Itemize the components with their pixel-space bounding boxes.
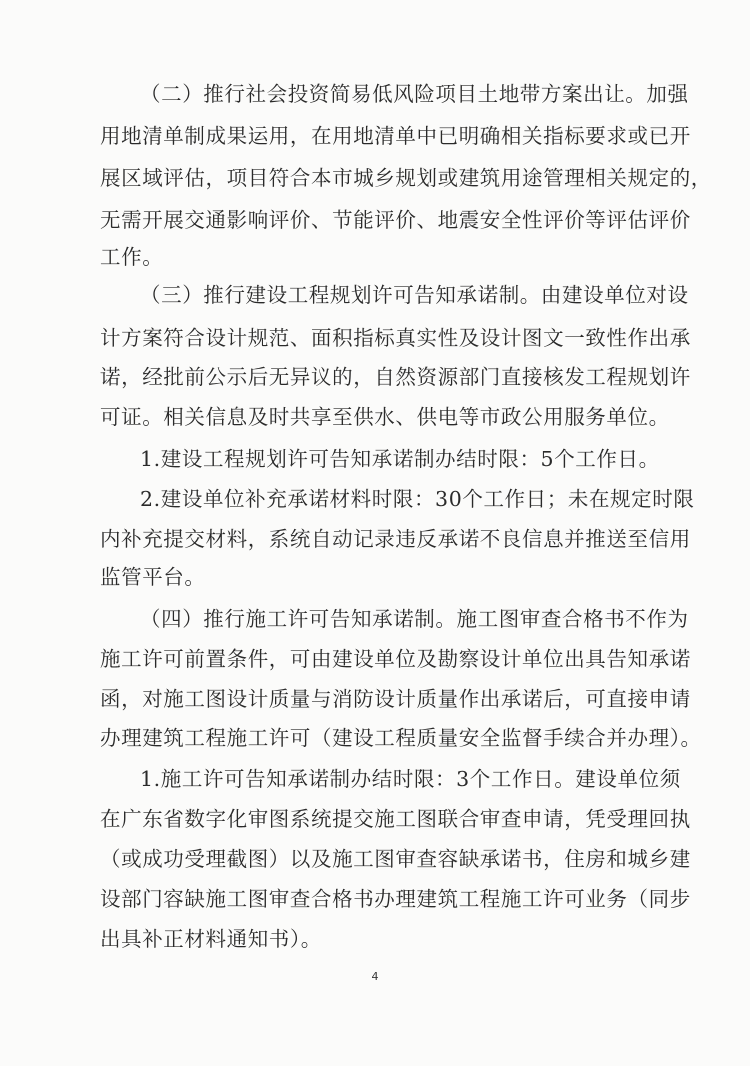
paragraph-1-line-1: （二）推行社会投资简易低风险项目土地带方案出让。加强 xyxy=(140,82,689,106)
paragraph-6-line-4: 设部门容缺施工图审查合格书办理建筑工程施工许可业务（同步 xyxy=(100,887,691,911)
paragraph-1-line-5: 工作。 xyxy=(100,245,164,269)
paragraph-5-line-4: 办理建筑工程施工许可（建设工程质量安全监督手续合并办理）。 xyxy=(100,726,702,750)
paragraph-5-line-2: 施工许可前置条件，可由建设单位及勘察设计单位出具告知承诺 xyxy=(100,647,691,671)
paragraph-1-line-2: 用地清单制成果运用，在用地清单中已明确相关指标要求或已开 xyxy=(100,124,691,148)
paragraph-4-line-3: 监管平台。 xyxy=(100,565,206,589)
page-number: 4 xyxy=(371,970,379,983)
paragraph-2-line-1: （三）推行建设工程规划许可告知承诺制。由建设单位对设 xyxy=(140,283,689,307)
paragraph-4-line-2: 内补充提交材料，系统自动记录违反承诺不良信息并推送至信用 xyxy=(100,527,691,551)
paragraph-2-line-4: 可证。相关信息及时共享至供水、供电等市政公用服务单位。 xyxy=(100,405,670,429)
paragraph-6-line-3: （或成功受理截图）以及施工图审查容缺承诺书，住房和城乡建 xyxy=(100,847,691,871)
paragraph-5-line-1: （四）推行施工许可告知承诺制。施工图审查合格书不作为 xyxy=(140,607,689,631)
paragraph-6-line-2: 在广东省数字化审图系统提交施工图联合审查申请，凭受理回执 xyxy=(100,807,691,831)
paragraph-1-line-3: 展区域评估，项目符合本市城乡规划或建筑用途管理相关规定的， xyxy=(100,166,712,190)
paragraph-1-line-4: 无需开展交通影响评价、节能评价、地震安全性评价等评估评价 xyxy=(100,208,691,232)
paragraph-6-line-1: 1.施工许可告知承诺制办结时限：3个工作日。建设单位须 xyxy=(140,767,681,791)
paragraph-5-line-3: 函，对施工图设计质量与消防设计质量作出承诺后，可直接申请 xyxy=(100,687,691,711)
paragraph-4-line-1: 2.建设单位补充承诺材料时限：30个工作日；未在规定时限 xyxy=(140,487,695,511)
paragraph-6-line-5: 出具补正材料通知书）。 xyxy=(100,927,322,951)
paragraph-3-line-1: 1.建设工程规划许可告知承诺制办结时限：5个工作日。 xyxy=(140,447,660,471)
paragraph-2-line-2: 计方案符合设计规范、面积指标真实性及设计图文一致性作出承 xyxy=(100,326,691,350)
paragraph-2-line-3: 诺，经批前公示后无异议的，自然资源部门直接核发工程规划许 xyxy=(100,365,691,389)
